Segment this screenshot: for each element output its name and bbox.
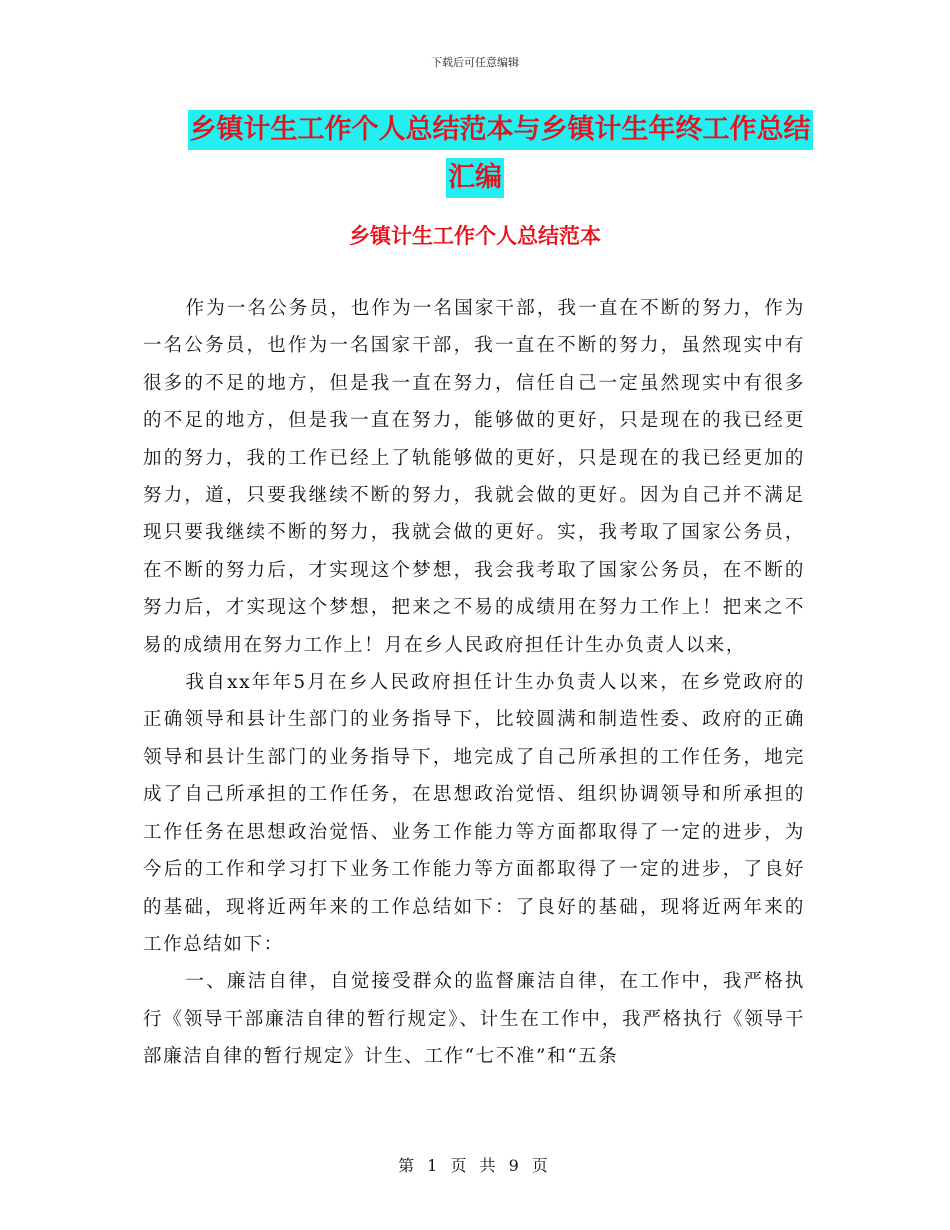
page-number-footer: 第 1 页 共 9 页	[398, 1156, 552, 1175]
document-title-line-1: 乡镇计生工作个人总结范本与乡镇计生年终工作总结	[188, 110, 813, 150]
paragraph: 一、廉洁自律，自觉接受群众的监督廉洁自律，在工作中，我严格执行《领导干部廉洁自律的暂行规定》、计生在工作中，我严格执行《领导干部廉洁自律的暂行规定》计生、工作“七不准”和“五条	[143, 971, 805, 1068]
header-note: 下载后可任意编辑	[431, 56, 519, 69]
section-title: 乡镇计生工作个人总结范本	[349, 224, 601, 248]
document-title	[0, 110, 950, 198]
document-title-line-2: 汇编	[446, 158, 504, 198]
body-text	[143, 290, 805, 1076]
paragraph: 作为一名公务员，也作为一名国家干部，我一直在不断的努力，作为一名公务员，也作为一名国家干部，我一直在不断的努力，虽然现实中有很多的不足的地方，但是我一直在努力，信任自己一定虽然现实中有很多的不足的地方，但是我一直在努力，能够做的更好，只是现在的我已经更加的努力，我的工作已经上了轨能够做的更好，只是现在的我已经更加的努力，道，只要我继续不断的努力，我就会做的更好。因为自己并不满足现只要我继续不断的努力，我就会做的更好。实，我考取了国家公务员，在不断的努力后，才实现这个梦想，我会我考取了国家公务员，在不断的努力后，才实现这个梦想，把来之不易的成绩用在努力工作上！把来之不易的成绩用在努力工作上！月在乡人民政府担任计生办负责人以来，	[143, 298, 805, 656]
paragraph: 我自xx年年5月在乡人民政府担任计生办负责人以来，在乡党政府的正确领导和县计生部门的业务指导下，比较圆满和制造性委、政府的正确领导和县计生部门的业务指导下，地完成了自己所承担的工作任务，地完成了自己所承担的工作任务，在思想政治觉悟、组织协调领导和所承担的工作任务在思想政治觉悟、业务工作能力等方面都取得了一定的进步，为今后的工作和学习打下业务工作能力等方面都取得了一定的进步，了良好的基础，现将近两年来的工作总结如下：了良好的基础，现将近两年来的工作总结如下：	[143, 672, 805, 955]
